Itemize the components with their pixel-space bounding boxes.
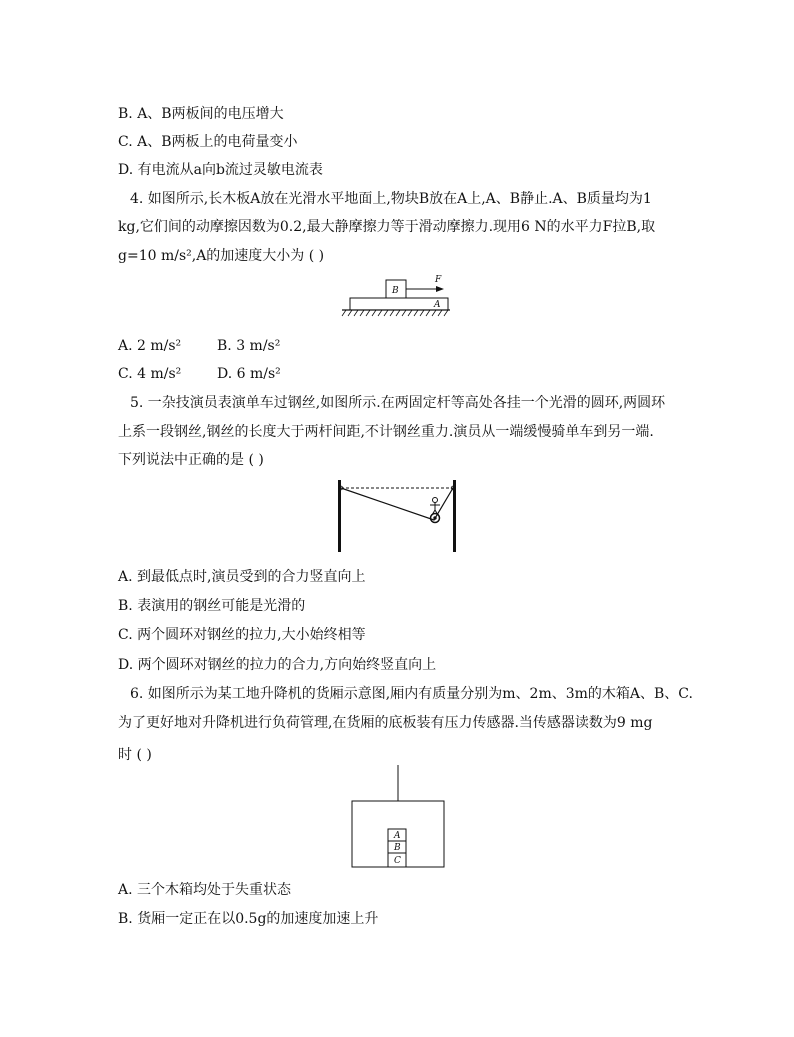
q4-stem-line3: g=10 m/s²,A的加速度大小为 ( ) [118, 248, 325, 264]
q5-stem-line3: 下列说法中正确的是 ( ) [118, 452, 264, 468]
q5-option-d: D. 两个圆环对钢丝的拉力的合力,方向始终竖直向上 [118, 657, 437, 673]
steel-wire [341, 488, 453, 520]
ground-hatch [342, 310, 450, 316]
q6-stem-line3: 时 ( ) [118, 747, 152, 763]
q3-option-c: C. A、B两板上的电荷量变小 [118, 134, 298, 150]
q5-stem-line2: 上系一段钢丝,钢丝的长度大于两杆间距,不计钢丝重力.演员从一端缓慢骑单车到另一端. [118, 424, 654, 440]
q6-option-b: B. 货厢一定正在以0.5g的加速度加速上升 [118, 911, 379, 927]
q4-option-a: A. 2 m/s² [118, 338, 182, 354]
q3-option-d: D. 有电流从a向b流过灵敏电流表 [118, 162, 323, 178]
left-pole [338, 480, 341, 552]
q5-figure [334, 478, 462, 554]
box-a-label: A [394, 831, 401, 841]
q4-option-b: B. 3 m/s² [217, 338, 281, 354]
q4-figure [340, 272, 452, 322]
q6-stem-line2: 为了更好地对升降机进行负荷管理,在货厢的底板装有压力传感器.当传感器读数为9 mg [118, 715, 653, 731]
block-b-label: B [392, 286, 399, 296]
box-b-label: B [394, 843, 401, 853]
board-a-label: A [434, 300, 441, 310]
box-c-label: C [394, 856, 401, 866]
q4-stem-line1: 4. 如图所示,长木板A放在光滑水平地面上,物块B放在A上,A、B静止.A、B质量均为1 [130, 191, 652, 207]
force-arrow-head [436, 286, 444, 292]
q4-option-c: C. 4 m/s² [118, 366, 182, 382]
q5-stem-line1: 5. 一杂技演员表演单车过钢丝,如图所示.在两固定杆等高处各挂一个光滑的圆环,两圆环 [130, 395, 666, 411]
q5-option-b: B. 表演用的钢丝可能是光滑的 [118, 598, 306, 614]
q5-option-c: C. 两个圆环对钢丝的拉力,大小始终相等 [118, 627, 366, 643]
q6-option-a: A. 三个木箱均处于失重状态 [118, 882, 292, 898]
q3-option-b: B. A、B两板间的电压增大 [118, 106, 284, 122]
q4-stem-line2: kg,它们间的动摩擦因数为0.2,最大静摩擦力等于滑动摩擦力.现用6 N的水平力F拉B,取 [118, 219, 656, 235]
q6-stem-line1: 6. 如图所示为某工地升降机的货厢示意图,厢内有质量分别为m、2m、3m的木箱A、B、C. [130, 686, 693, 702]
right-pole [453, 480, 456, 552]
q6-figure [350, 765, 446, 869]
force-label: F [435, 275, 442, 285]
q5-option-a: A. 到最低点时,演员受到的合力竖直向上 [118, 569, 366, 585]
q4-option-d: D. 6 m/s² [217, 366, 281, 382]
